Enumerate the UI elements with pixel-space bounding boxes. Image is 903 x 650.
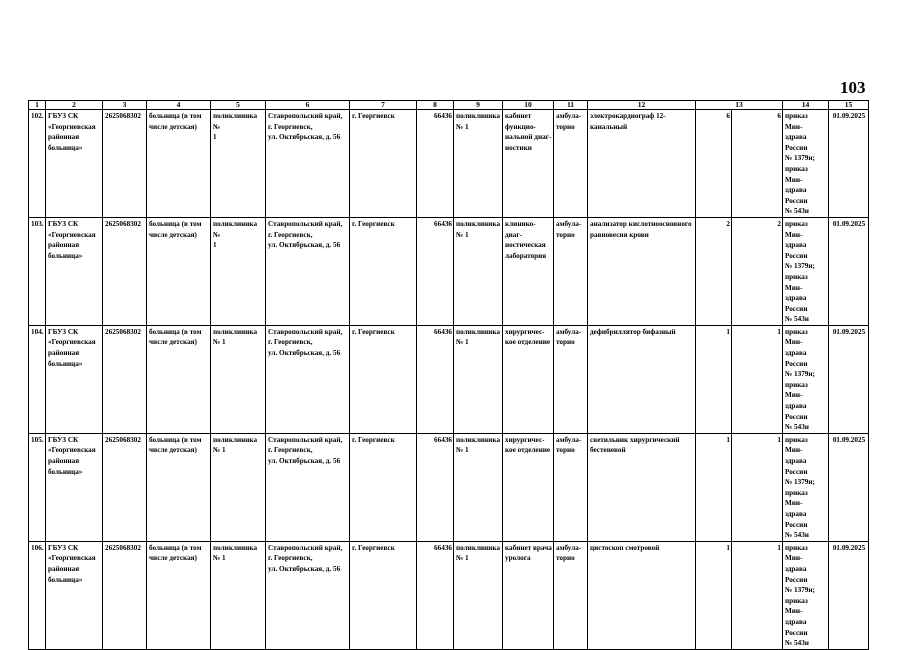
unit-cell: поликлиника № 1: [454, 217, 503, 325]
address-cell: Ставропольский край, г. Георгиевск, ул. Октябрьская, д. 56: [266, 110, 350, 218]
column-number: 8: [417, 101, 454, 110]
unit-cell: поликлиника № 1: [454, 433, 503, 541]
room-cell: кабинет функцио- нальной диаг- ностики: [503, 110, 554, 218]
column-number: 1: [29, 101, 46, 110]
column-number: 3: [103, 101, 147, 110]
column-number-13-group: [696, 101, 783, 110]
quantity-cell: 1: [732, 433, 783, 541]
city-cell: г. Георгиевск: [350, 541, 417, 649]
facility-type-cell: больница (в том числе детская): [147, 325, 211, 433]
quantity-cell: 1: [696, 541, 732, 649]
organization-cell: ГБУЗ СК «Георгиевская районная больница»: [46, 217, 103, 325]
organization-cell: ГБУЗ СК «Георгиевская районная больница»: [46, 325, 103, 433]
row-number-cell: 106.: [29, 541, 46, 649]
care-form-cell: амбула- торно: [554, 217, 588, 325]
column-number: 7: [350, 101, 417, 110]
quantity-cell: 2: [732, 217, 783, 325]
organization-cell: ГБУЗ СК «Георгиевская районная больница»: [46, 433, 103, 541]
date-cell: 01.09.2025: [829, 325, 869, 433]
column-number: 4: [147, 101, 211, 110]
subdivision-cell: поликлиника № 1: [211, 217, 266, 325]
date-cell: 01.09.2025: [829, 217, 869, 325]
quantity-cell: 1: [732, 325, 783, 433]
column-number: 14: [783, 101, 829, 110]
device-cell: светильник хирургический бестеневой: [588, 433, 696, 541]
column-number: 12: [588, 101, 696, 110]
basis-cell: приказ Мин- здрава России № 1379н; приказ Мин- здрава России № 543н: [783, 110, 829, 218]
device-cell: цистоскоп смотровой: [588, 541, 696, 649]
table-row: [29, 541, 869, 649]
column-number: 10: [503, 101, 554, 110]
address-cell: Ставропольский край, г. Георгиевск, ул. Октябрьская, д. 56: [266, 325, 350, 433]
room-cell: хирургичес- кое отделение: [503, 325, 554, 433]
room-cell: кабинет врача уролога: [503, 541, 554, 649]
row-number-cell: 105.: [29, 433, 46, 541]
unit-cell: поликлиника № 1: [454, 541, 503, 649]
code-cell: 66436: [417, 110, 454, 218]
table-row: [29, 110, 869, 218]
row-number-cell: 102.: [29, 110, 46, 218]
room-cell: клинико-диаг- ностическая лаборатория: [503, 217, 554, 325]
quantity-cell: 6: [696, 110, 732, 218]
subdivision-cell: поликлиника № 1: [211, 110, 266, 218]
care-form-cell: амбула- торно: [554, 433, 588, 541]
city-cell: г. Георгиевск: [350, 433, 417, 541]
column-number: 13: [735, 100, 743, 109]
row-number-cell: 104.: [29, 325, 46, 433]
care-form-cell: амбула- торно: [554, 541, 588, 649]
code-cell: 66436: [417, 217, 454, 325]
city-cell: г. Георгиевск: [350, 217, 417, 325]
column-number: 9: [454, 101, 503, 110]
quantity-cell: 1: [696, 325, 732, 433]
facility-type-cell: больница (в том числе детская): [147, 541, 211, 649]
subdivision-cell: поликлиника № 1: [211, 541, 266, 649]
equipment-table: [28, 100, 869, 650]
facility-type-cell: больница (в том числе детская): [147, 110, 211, 218]
facility-type-cell: больница (в том числе детская): [147, 217, 211, 325]
column-number: 11: [554, 101, 588, 110]
device-cell: анализатор кислотноосновного равновесия крови: [588, 217, 696, 325]
care-form-cell: амбула- торно: [554, 110, 588, 218]
basis-cell: приказ Мин- здрава России № 1379н; приказ Мин- здрава России № 543н: [783, 541, 829, 649]
room-cell: хирургичес- кое отделение: [503, 433, 554, 541]
date-cell: 01.09.2025: [829, 433, 869, 541]
address-cell: Ставропольский край, г. Георгиевск, ул. Октябрьская, д. 56: [266, 541, 350, 649]
table-row: [29, 433, 869, 541]
address-cell: Ставропольский край, г. Георгиевск, ул. Октябрьская, д. 56: [266, 217, 350, 325]
basis-cell: приказ Мин- здрава России № 1379н; приказ Мин- здрава России № 543н: [783, 325, 829, 433]
device-cell: электрокардиограф 12- канальный: [588, 110, 696, 218]
basis-cell: приказ Мин- здрава России № 1379н; приказ Мин- здрава России № 543н: [783, 433, 829, 541]
inn-cell: 2625068302: [103, 325, 147, 433]
page-number: 103: [840, 78, 866, 97]
inn-cell: 2625068302: [103, 433, 147, 541]
code-cell: 66436: [417, 433, 454, 541]
city-cell: г. Георгиевск: [350, 325, 417, 433]
unit-cell: поликлиника № 1: [454, 325, 503, 433]
inn-cell: 2625068302: [103, 217, 147, 325]
address-cell: Ставропольский край, г. Георгиевск, ул. Октябрьская, д. 56: [266, 433, 350, 541]
code-cell: 66436: [417, 325, 454, 433]
table-row: [29, 217, 869, 325]
quantity-cell: 2: [696, 217, 732, 325]
quantity-cell: 1: [732, 541, 783, 649]
date-cell: 01.09.2025: [829, 541, 869, 649]
basis-cell: приказ Мин- здрава России № 1379н; приказ Мин- здрава России № 543н: [783, 217, 829, 325]
unit-cell: поликлиника № 1: [454, 110, 503, 218]
inn-cell: 2625068302: [103, 110, 147, 218]
city-cell: г. Георгиевск: [350, 110, 417, 218]
care-form-cell: амбула- торно: [554, 325, 588, 433]
column-number-row: [29, 101, 869, 110]
device-cell: дефибриллятор бифазный: [588, 325, 696, 433]
organization-cell: ГБУЗ СК «Георгиевская районная больница»: [46, 110, 103, 218]
facility-type-cell: больница (в том числе детская): [147, 433, 211, 541]
column-number: 2: [46, 101, 103, 110]
quantity-cell: 6: [732, 110, 783, 218]
quantity-cell: 1: [696, 433, 732, 541]
inn-cell: 2625068302: [103, 541, 147, 649]
subdivision-cell: поликлиника № 1: [211, 433, 266, 541]
column-number: 6: [266, 101, 350, 110]
code-cell: 66436: [417, 541, 454, 649]
column-number: 15: [829, 101, 869, 110]
subdivision-cell: поликлиника № 1: [211, 325, 266, 433]
row-number-cell: 103.: [29, 217, 46, 325]
organization-cell: ГБУЗ СК «Георгиевская районная больница»: [46, 541, 103, 649]
table-row: [29, 325, 869, 433]
column-number: 5: [211, 101, 266, 110]
date-cell: 01.09.2025: [829, 110, 869, 218]
